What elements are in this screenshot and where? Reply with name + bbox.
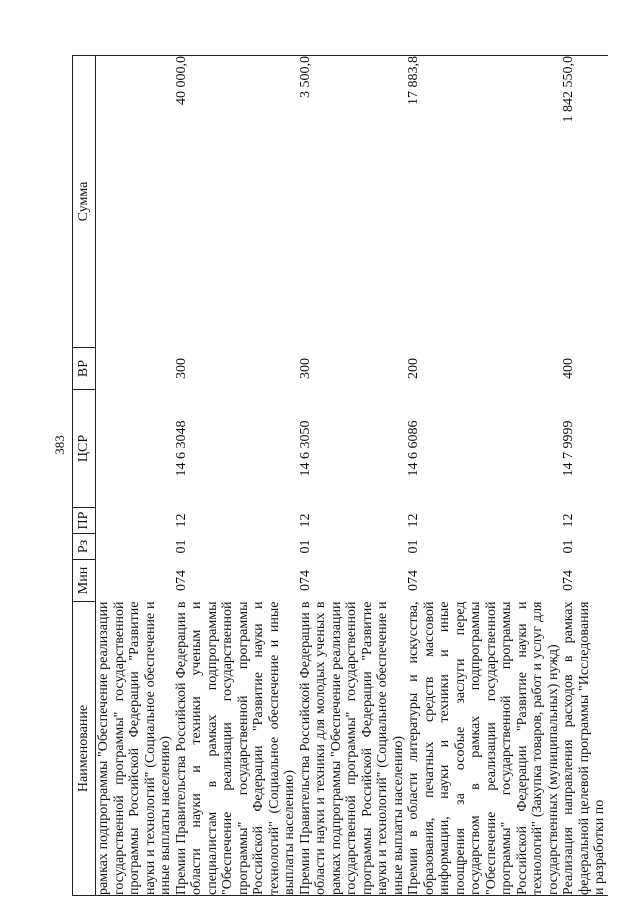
row-pr: 12	[173, 513, 189, 528]
row-name: Премии в области литературы и искусства, образования, печатных средств массовой информации, науки и техники и иные поощрения за особые заслуги перед государством в рамках подпрограммы "Обеспечение реализации государственной программы" государственной программы Российской Федерации "Развитие науки и технологий" (Закупка товаров, работ и услуг для государственных (муниципальных) нужд)	[406, 601, 561, 895]
table-header-row	[73, 56, 96, 896]
row-name: рамках подпрограммы "Обеспечение реализации государственной программы" государственной программы Российской Федерации "Развитие науки и технологий" (Социальное обеспечение и иные выплаты населению)	[96, 601, 173, 895]
row-rz	[96, 534, 174, 560]
row-vr: 200	[406, 358, 421, 379]
row-min: 074	[297, 570, 313, 591]
row-vr: 300	[297, 358, 313, 379]
row-name: Реализация направления расходов в рамках федеральной целевой программы "Исследования и разработки по	[561, 601, 607, 895]
row-pr: 12	[297, 513, 313, 528]
row-csr: 14 7 9999	[561, 420, 576, 477]
row-pr	[96, 508, 174, 534]
row-sum: 40 000,0	[174, 56, 298, 348]
row-sum: 3 500,0	[298, 56, 407, 348]
row-sum: 1 842 550,0	[561, 56, 608, 348]
row-name: Премии Правительства Российской Федерации в области науки и техники ученым и специалистам в рамках подпрограммы "Обеспечение реализации государственной программы" государственной программы Российской Федерации "Развитие науки и технологий" (Социальное обеспечение и иные выплаты населению)	[173, 601, 297, 895]
table-row	[561, 56, 608, 896]
rotated-table-container	[72, 56, 622, 896]
header-csr: ЦСР	[73, 390, 96, 508]
header-min: Мин	[73, 560, 96, 602]
header-vr: ВР	[73, 348, 96, 390]
row-rz: 01	[406, 539, 421, 554]
table-row	[298, 56, 407, 896]
row-vr	[96, 348, 174, 390]
row-min: 074	[406, 570, 421, 591]
row-csr: 14 6 3048	[173, 420, 189, 477]
row-min	[96, 560, 174, 602]
header-pr: ПР	[73, 508, 96, 534]
row-vr: 400	[561, 358, 576, 379]
row-rz: 01	[561, 539, 576, 554]
header-sum: Сумма	[73, 56, 96, 348]
row-csr: 14 6 3050	[297, 420, 313, 477]
row-sum	[96, 56, 174, 348]
row-pr: 12	[561, 513, 576, 528]
page-number: 383	[51, 435, 67, 455]
table-row	[406, 56, 561, 896]
row-min: 074	[173, 570, 189, 591]
header-rz: Рз	[73, 534, 96, 560]
table-row	[96, 56, 174, 896]
row-min: 074	[561, 570, 576, 591]
row-rz: 01	[297, 539, 313, 554]
row-pr: 12	[406, 513, 421, 528]
row-vr: 300	[173, 358, 189, 379]
row-csr: 14 6 6086	[406, 420, 421, 477]
row-sum: 17 883,8	[406, 56, 561, 348]
row-name: Премии Правительства Российской Федерации в области науки и техники для молодых ученых в рамках подпрограммы "Обеспечение реализации государственной программы" государственной программы Российской Федерации "Развитие науки и технологий" (Социальное обеспечение и иные выплаты населению)	[297, 601, 406, 895]
row-csr	[96, 390, 174, 508]
row-rz: 01	[173, 539, 189, 554]
table-row	[174, 56, 298, 896]
header-name: Наименование	[73, 602, 96, 896]
budget-table	[72, 55, 608, 896]
